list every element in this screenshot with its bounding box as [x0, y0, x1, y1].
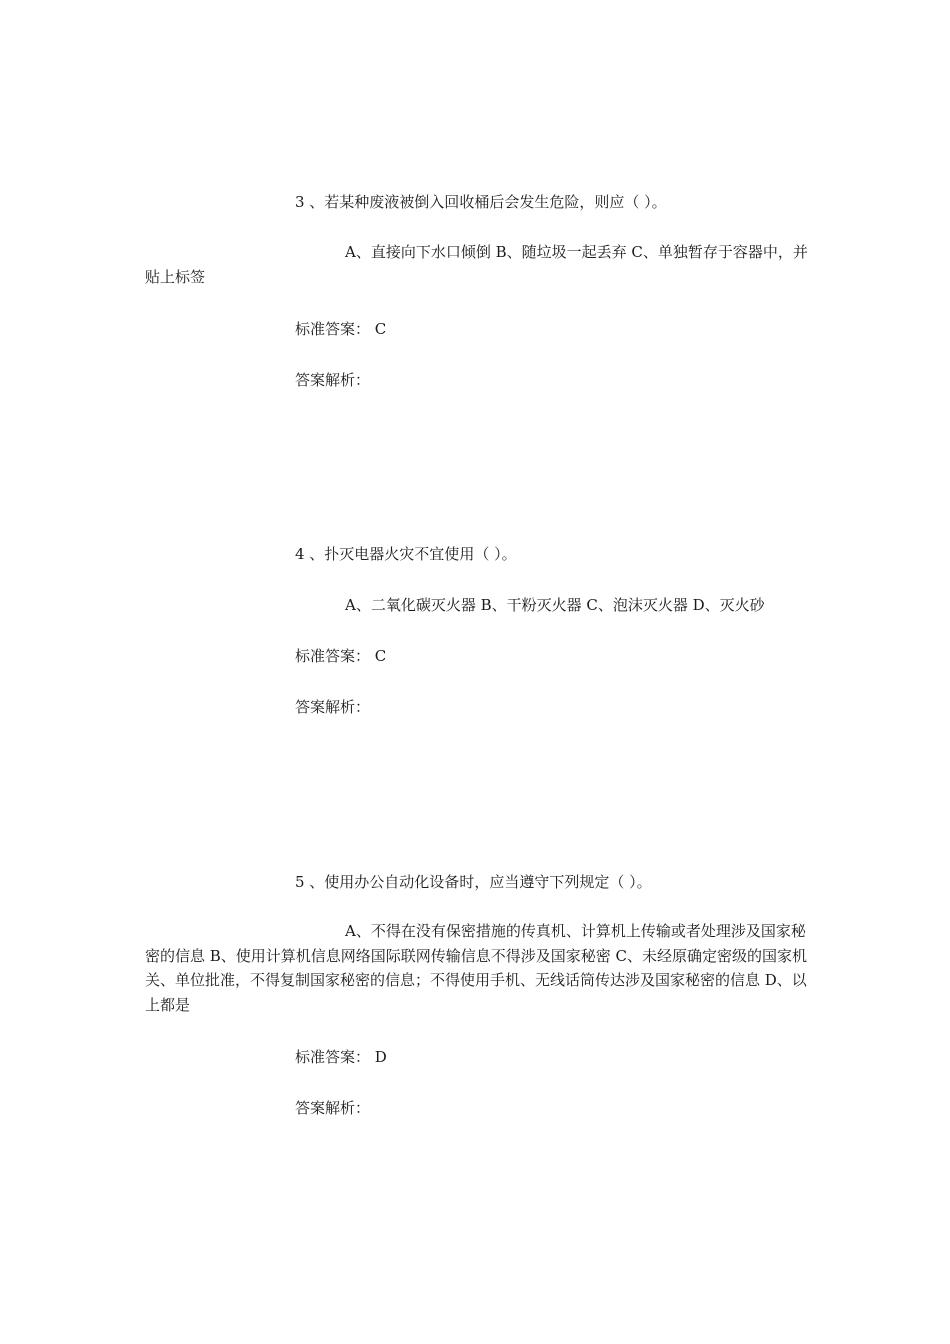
question-5-analysis: 答案解析：: [295, 1099, 371, 1117]
question-4-stem: 4 、扑灭电器火灾不宜使用（ ）。: [295, 545, 517, 563]
question-3-answer: 标准答案： C: [295, 320, 387, 338]
question-4-answer: 标准答案： C: [295, 647, 387, 665]
question-3-options: A、直接向下水口倾倒 B、随垃圾一起丢弃 C、单独暂存于容器中，并贴上标签: [145, 243, 808, 286]
question-3-analysis: 答案解析：: [295, 371, 371, 389]
question-4-options: A、二氧化碳灭火器 B、干粉灭火器 C、泡沫灭火器 D、灭火砂: [345, 596, 765, 614]
question-5-options: A、不得在没有保密措施的传真机、计算机上传输或者处理涉及国家秘密的信息 B、使用计算机信息网络国际联网传输信息不得涉及国家秘密 C、未经原确定密级的国家机关、单位批准，不得复制国家秘密的信息；不得使用手机、无线话筒传达涉及国家秘密的信息 D、以上都是: [145, 922, 808, 1014]
question-3-stem: 3 、若某种废液被倒入回收桶后会发生危险，则应（ ）。: [295, 193, 667, 211]
question-4-analysis: 答案解析：: [295, 698, 371, 716]
question-5-answer: 标准答案： D: [295, 1048, 387, 1066]
question-5-stem: 5 、使用办公自动化设备时，应当遵守下列规定（ ）。: [295, 873, 652, 891]
